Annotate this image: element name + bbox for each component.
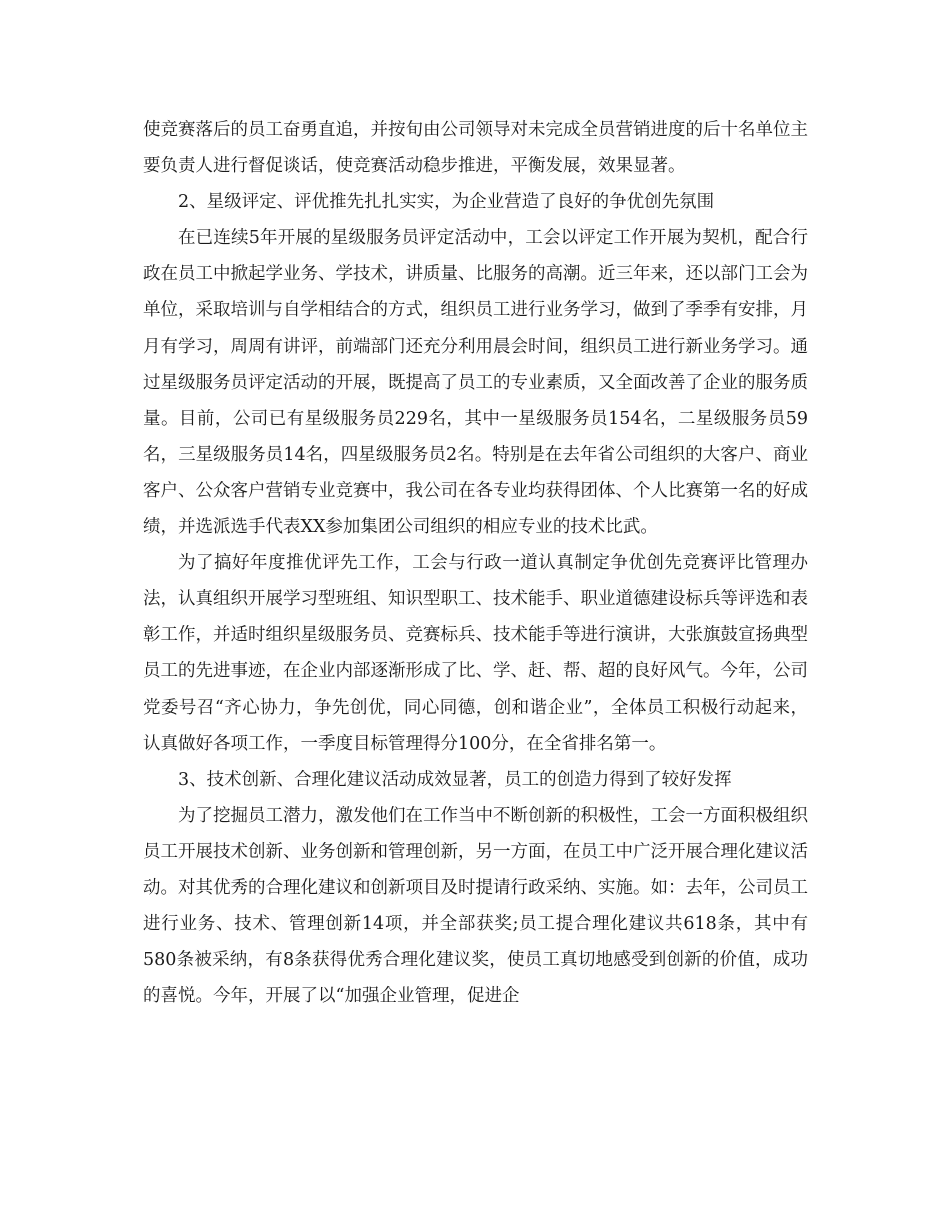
section-heading-3: 3、技术创新、合理化建议活动成效显著，员工的创造力得到了较好发挥 [178,769,732,790]
paragraph-award-selection: 为了搞好年度推优评先工作，工会与行政一道认真制定争优创先竞赛评比管理办法，认真组织开展学习型班组、知识型职工、技术能手、职业道德建设标兵等评选和表彰工作，并适时组织星级服务员、竞赛标兵、技术能手等进行演讲，大张旗鼓宣扬典型员工的先进事迹，在企业内部逐渐形成了比、学、赶、帮、超的良好风气。今年，公司党委号召“齐心协力，争先创优，同心同德，创和谐企业”，全体员工积极行动起来，认真做好各项工作，一季度目标管理得分100分，在全省排名第一。 [143,553,808,754]
paragraph-star-rating: 在已连续5年开展的星级服务员评定活动中，工会以评定工作开展为契机，配合行政在员工中掀起学业务、学技术，讲质量、比服务的高潮。近三年来，还以部门工会为单位，采取培训与自学相结合的方式，组织员工进行业务学习，做到了季季有安排，月月有学习，周周有讲评，前端部门还充分利用晨会时间，组织员工进行新业务学习。通过星级服务员评定活动的开展，既提高了员工的专业素质，又全面改善了企业的服务质量。目前，公司已有星级服务员229名，其中一星级服务员154名，二星级服务员59名，三星级服务员14名，四星级服务员2名。特别是在去年省公司组织的大客户、商业客户、公众客户营销专业竞赛中，我公司在各专业均获得团体、个人比赛第一名的好成绩，并选派选手代表XX参加集团公司组织的相应专业的技术比武。 [143,228,808,538]
paragraph-innovation: 为了挖掘员工潜力，激发他们在工作当中不断创新的积极性，工会一方面积极组织员工开展技术创新、业务创新和管理创新，另一方面，在员工中广泛开展合理化建议活动。对其优秀的合理化建议和创新项目及时提请行政采纳、实施。如：去年，公司员工进行业务、技术、管理创新14项，并全部获奖;员工提合理化建议共618条，其中有580条被采纳，有8条获得优秀合理化建议奖，使员工真切地感受到创新的价值，成功的喜悦。今年，开展了以“加强企业管理，促进企 [143,805,808,1007]
paragraph-continuation: 使竞赛落后的员工奋勇直追，并按旬由公司领导对未完成全员营销进度的后十名单位主要负责人进行督促谈话，使竞赛活动稳步推进，平衡发展，效果显著。 [143,120,808,177]
section-heading-2: 2、星级评定、评优推先扎扎实实，为企业营造了良好的争优创先氛围 [178,192,715,213]
document-body [143,112,808,1014]
